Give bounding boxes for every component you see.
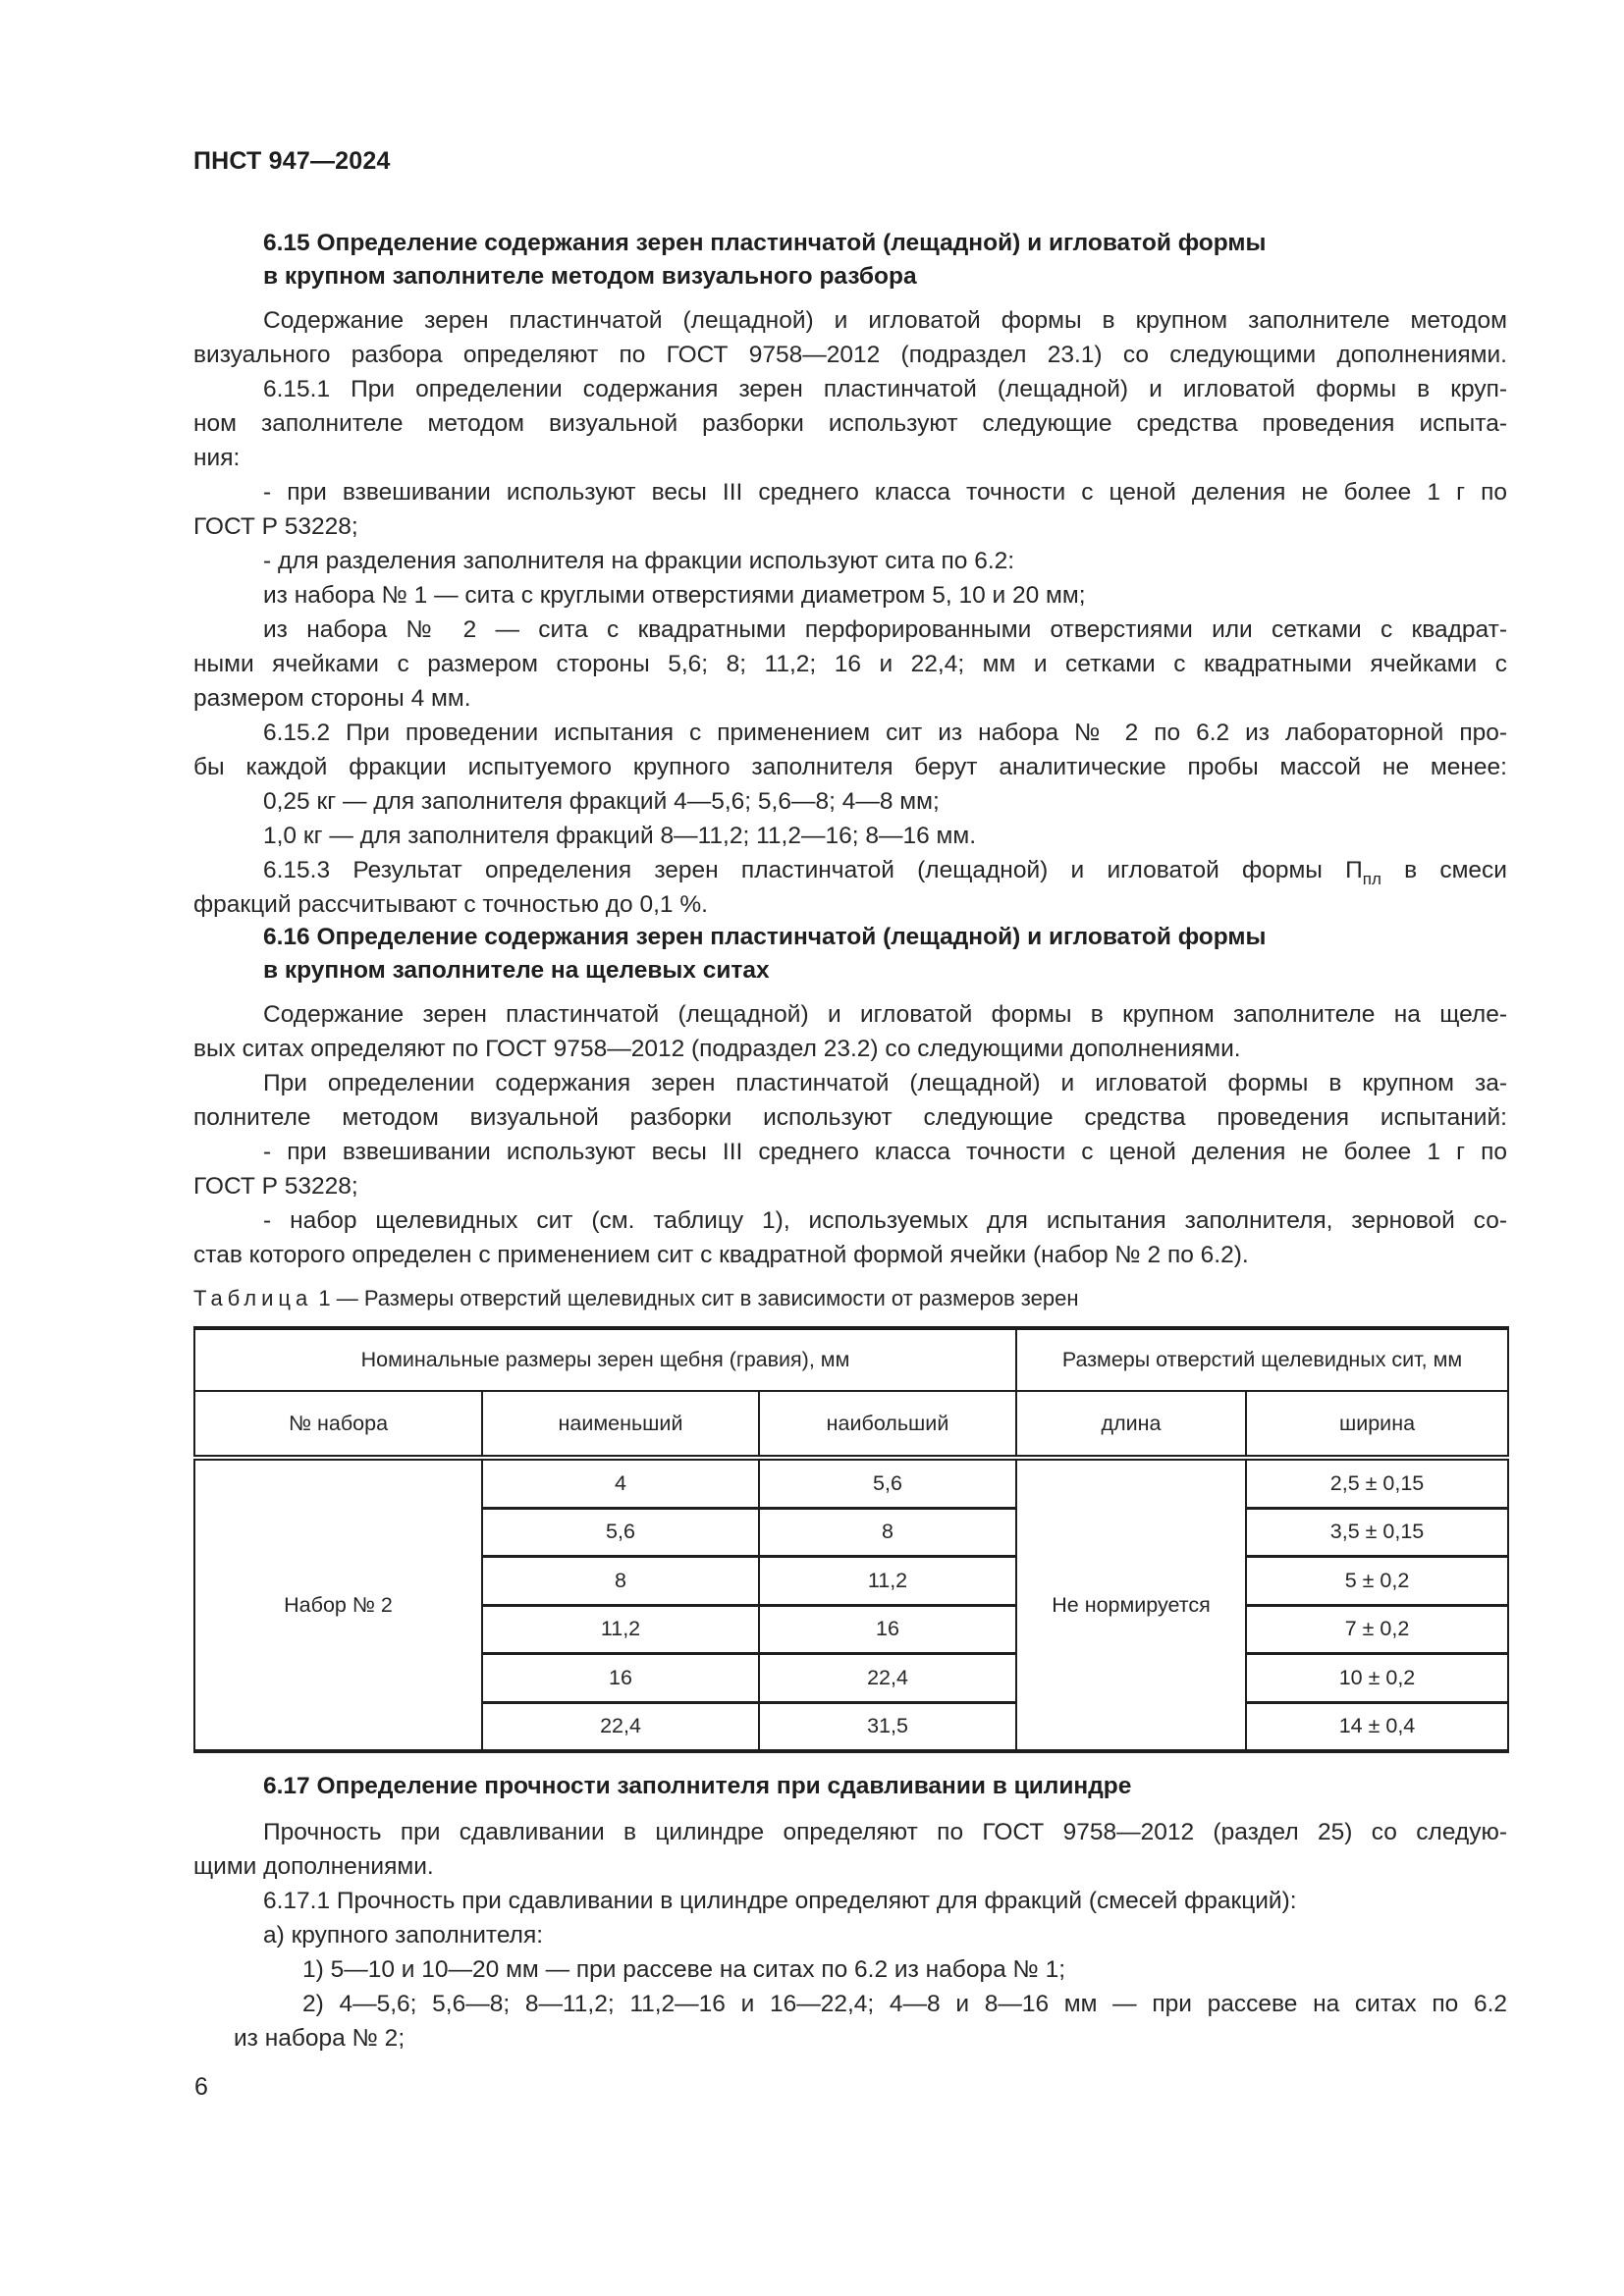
list-item-line: 2) 4—5,6; 5,6—8; 8—11,2; 11,2—16 и 16—22,4; 4—8 и 8—16 мм — при рассеве на ситах по 6.2 (302, 1991, 1507, 2017)
cell-max: 11,2 (759, 1557, 1016, 1606)
list-item-line: а) крупного заполнителя: (263, 1922, 544, 1949)
paragraph-line: визуального разбора определяют по ГОСТ 9758—2012 (подраздел 23.1) со следующими дополнениями. (193, 342, 1507, 368)
cell-min: 22,4 (482, 1702, 759, 1751)
list-item-line: став которого определен с применением сит с квадратной формой ячейки (набор № 2 по 6.2). (193, 1242, 1249, 1268)
table-caption (193, 1284, 1078, 1313)
group-header-slot-sizes: Размеры отверстий щелевидных сит, мм (1016, 1328, 1508, 1391)
cell-width: 3,5 ± 0,15 (1246, 1508, 1508, 1557)
list-item-line: ГОСТ Р 53228; (193, 1173, 358, 1200)
column-header-max: наибольший (759, 1391, 1016, 1458)
paragraph-line: 6.15.1 При определении содержания зерен пластинчатой (лещадной) и игловатой формы в круп- (263, 376, 1507, 402)
table-caption-label: Таблица (193, 1286, 313, 1310)
result-text-after: в смеси (1380, 857, 1507, 883)
cell-width: 14 ± 0,4 (1246, 1702, 1508, 1751)
cell-min: 8 (482, 1557, 759, 1606)
paragraph-line: ния: (193, 445, 241, 471)
paragraph-line: вых ситах определяют по ГОСТ 9758—2012 (подраздел 23.2) со следующими дополнениями. (193, 1036, 1241, 1062)
cell-max: 31,5 (759, 1702, 1016, 1751)
list-item-line: из набора № 1 — сита с круглыми отверстиями диаметром 5, 10 и 20 мм; (263, 582, 1086, 609)
section-6-17-heading: 6.17 Определение прочности заполнителя при сдавливании в цилиндре (263, 1773, 1132, 1799)
cell-min: 5,6 (482, 1508, 759, 1557)
paragraph-line: 6.15.2 При проведении испытания с применением сит из набора № 2 по 6.2 из лабораторной про- (263, 720, 1507, 746)
column-header-length: длина (1016, 1391, 1246, 1458)
paragraph-line: щими дополнениями. (193, 1853, 434, 1880)
result-symbol-subscript: пл (1362, 870, 1381, 888)
table-row (194, 1458, 1508, 1508)
section-6-15-heading-line1: 6.15 Определение содержания зерен пластинчатой (лещадной) и игловатой формы (263, 230, 1267, 256)
list-item-line: - при взвешивании используют весы III среднего класса точности с ценой деления не более 1 г по (263, 479, 1507, 506)
list-item-line: ными ячейками с размером стороны 5,6; 8; 11,2; 16 и 22,4; мм и сетками с квадратными ячейками с (193, 651, 1507, 677)
list-item-line: размером стороны 4 мм. (193, 685, 471, 712)
result-text-before: 6.15.3 Результат определения зерен пластинчатой (лещадной) и игловатой формы П (263, 857, 1363, 883)
column-header-set-number: № набора (194, 1391, 482, 1458)
paragraph-line: 6.17.1 Прочность при сдавливании в цилиндре определяют для фракций (смесей фракций): (263, 1888, 1297, 1914)
document-code-header: ПНСТ 947—2024 (193, 147, 391, 175)
section-6-15-heading-line2: в крупном заполнителе методом визуального разбора (263, 263, 917, 290)
list-item-line: - для разделения заполнителя на фракции используют сита по 6.2: (263, 548, 1015, 574)
paragraph-line: ном заполнителе методом визуальной разборки используют следующие средства проведения испыта- (193, 410, 1507, 437)
paragraph-line: 1,0 кг — для заполнителя фракций 8—11,2; 11,2—16; 8—16 мм. (263, 823, 977, 849)
cell-max: 5,6 (759, 1458, 1016, 1508)
paragraph-line: Содержание зерен пластинчатой (лещадной) и игловатой формы в крупном заполнителе на щеле- (263, 1001, 1507, 1028)
column-header-min: наименьший (482, 1391, 759, 1458)
cell-min: 16 (482, 1654, 759, 1703)
section-6-16-heading-line1: 6.16 Определение содержания зерен пластинчатой (лещадной) и игловатой формы (263, 924, 1267, 950)
list-item-line: 1) 5—10 и 10—20 мм — при рассеве на ситах по 6.2 из набора № 1; (302, 1956, 1066, 1983)
column-header-width: ширина (1246, 1391, 1508, 1458)
cell-width: 7 ± 0,2 (1246, 1605, 1508, 1654)
paragraph-line: Содержание зерен пластинчатой (лещадной) и игловатой формы в крупном заполнителе методом (263, 307, 1507, 334)
list-item-line: ГОСТ Р 53228; (193, 513, 358, 540)
list-item-line: из набора № 2; (234, 2025, 406, 2052)
cell-min: 11,2 (482, 1605, 759, 1654)
cell-max: 8 (759, 1508, 1016, 1557)
list-item-line: - набор щелевидных сит (см. таблицу 1), используемых для испытания заполнителя, зерновой со- (263, 1207, 1507, 1234)
cell-set-label: Набор № 2 (194, 1458, 482, 1751)
paragraph-line: бы каждой фракции испытуемого крупного заполнителя берут аналитические пробы массой не менее: (193, 754, 1507, 780)
paragraph-line: фракций рассчитывают с точностью до 0,1 %. (193, 891, 708, 918)
table-caption-title: 1 — Размеры отверстий щелевидных сит в зависимости от размеров зерен (312, 1286, 1079, 1310)
cell-length: Не нормируется (1016, 1458, 1246, 1751)
cell-width: 2,5 ± 0,15 (1246, 1458, 1508, 1508)
paragraph-line: При определении содержания зерен пластинчатой (лещадной) и игловатой формы в крупном за- (263, 1070, 1507, 1096)
cell-width: 5 ± 0,2 (1246, 1557, 1508, 1606)
paragraph-line: Прочность при сдавливании в цилиндре определяют по ГОСТ 9758—2012 (раздел 25) со следую- (263, 1819, 1507, 1845)
group-header-grain-sizes: Номинальные размеры зерен щебня (гравия), мм (194, 1328, 1016, 1391)
result-line (263, 853, 1507, 887)
cell-width: 10 ± 0,2 (1246, 1654, 1508, 1703)
cell-max: 22,4 (759, 1654, 1016, 1703)
slot-sieve-table (193, 1326, 1509, 1753)
section-6-16-heading-line2: в крупном заполнителе на щелевых ситах (263, 957, 770, 984)
paragraph-line: полнителе методом визуальной разборки используют следующие средства проведения испытаний: (193, 1104, 1507, 1131)
cell-min: 4 (482, 1458, 759, 1508)
list-item-line: из набора № 2 — сита с квадратными перфорированными отверстиями или сетками с квадрат- (263, 616, 1507, 643)
paragraph-line: 0,25 кг — для заполнителя фракций 4—5,6; 5,6—8; 4—8 мм; (263, 788, 940, 815)
list-item-line: - при взвешивании используют весы III среднего класса точности с ценой деления не более 1 г по (263, 1139, 1507, 1165)
page-number: 6 (194, 2073, 208, 2101)
cell-max: 16 (759, 1605, 1016, 1654)
